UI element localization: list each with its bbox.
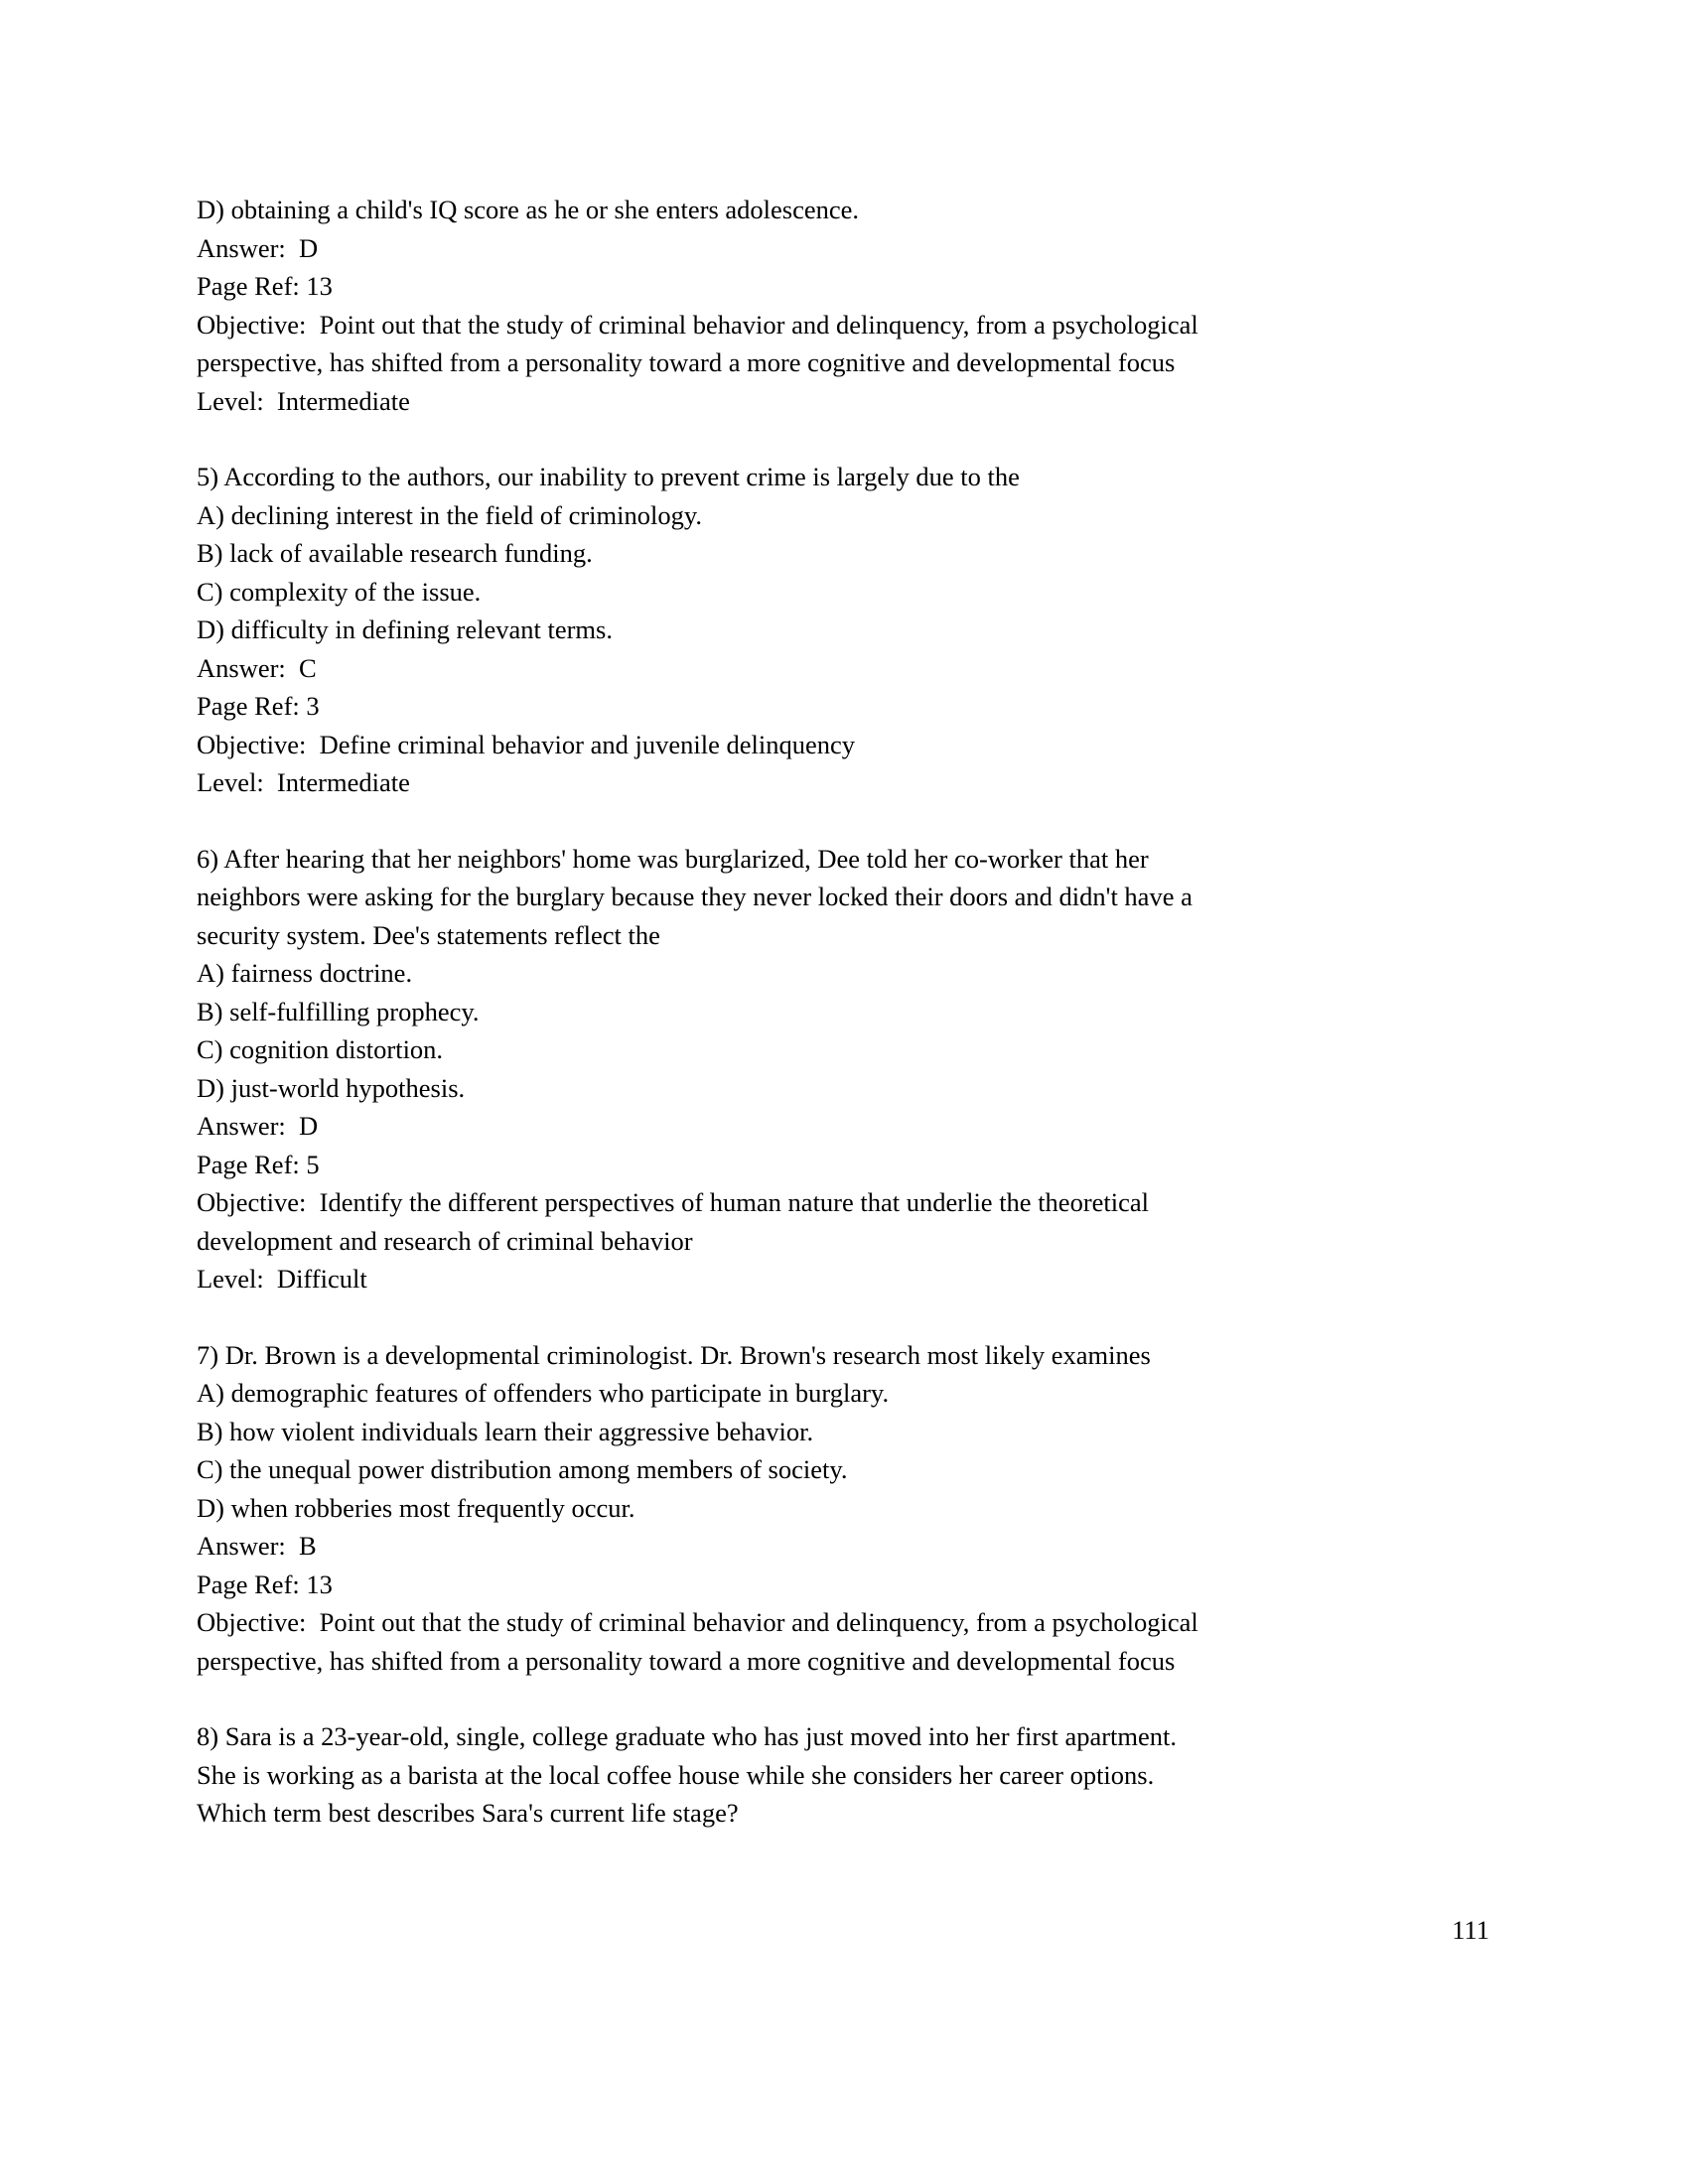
block-spacer <box>197 420 1477 458</box>
text-line: B) how violent individuals learn their aggressive behavior. <box>197 1416 814 1446</box>
page-number: 111 <box>1452 1915 1489 1945</box>
text-line: C) complexity of the issue. <box>197 576 482 607</box>
text-line: Objective: Define criminal behavior and juvenile delinquency <box>197 729 855 759</box>
text-line: B) lack of available research funding. <box>197 538 593 568</box>
text-line: D) just-world hypothesis. <box>197 1072 466 1103</box>
question-5 <box>197 458 1477 802</box>
question-8 <box>197 1717 1477 1833</box>
text-line: perspective, has shifted from a personality toward a more cognitive and developmental focus <box>197 347 1176 377</box>
text-line: Level: Difficult <box>197 1264 367 1294</box>
text-line: security system. Dee's statements reflect the <box>197 919 660 950</box>
block-spacer <box>197 802 1477 840</box>
text-line: Answer: B <box>197 1531 317 1561</box>
text-line: 7) Dr. Brown is a developmental criminologist. Dr. Brown's research most likely examines <box>197 1339 1151 1370</box>
text-line: Answer: D <box>197 232 319 263</box>
text-line: neighbors were asking for the burglary because they never locked their doors and didn't have a <box>197 882 1193 911</box>
question-7 <box>197 1336 1477 1681</box>
text-line: Level: Intermediate <box>197 385 410 416</box>
question-4-tail <box>197 191 1477 420</box>
text-line: A) declining interest in the field of criminology. <box>197 499 703 530</box>
text-line: She is working as a barista at the local coffee house while she considers her career options. <box>197 1759 1155 1790</box>
text-line: C) the unequal power distribution among members of society. <box>197 1454 848 1484</box>
text-line: Answer: C <box>197 652 317 683</box>
page-body <box>197 191 1477 1833</box>
text-line: Which term best describes Sara's current life stage? <box>197 1798 739 1828</box>
question-6 <box>197 840 1477 1298</box>
text-line: C) cognition distortion. <box>197 1034 444 1064</box>
text-line: 6) After hearing that her neighbors' home was burglarized, Dee told her co-worker that her <box>197 843 1149 874</box>
block-spacer <box>197 1298 1477 1336</box>
text-line: Objective: Identify the different perspectives of human nature that underlie the theoretical <box>197 1187 1150 1217</box>
text-line: Objective: Point out that the study of criminal behavior and delinquency, from a psychological <box>197 309 1198 340</box>
text-line: D) obtaining a child's IQ score as he or she enters adolescence. <box>197 195 860 224</box>
text-line: A) demographic features of offenders who participate in burglary. <box>197 1378 890 1408</box>
text-line: D) when robberies most frequently occur. <box>197 1492 635 1523</box>
text-line: A) fairness doctrine. <box>197 958 413 988</box>
text-line: 5) According to the authors, our inability to prevent crime is largely due to the <box>197 462 1020 491</box>
text-line: Level: Intermediate <box>197 767 410 797</box>
text-line: B) self-fulfilling prophecy. <box>197 996 480 1026</box>
text-line: Page Ref: 5 <box>197 1149 320 1179</box>
text-line: development and research of criminal behavior <box>197 1225 693 1256</box>
text-line: Page Ref: 13 <box>197 1569 333 1599</box>
block-spacer <box>197 1680 1477 1717</box>
text-line: Page Ref: 3 <box>197 691 320 721</box>
text-line: D) difficulty in defining relevant terms. <box>197 614 613 644</box>
text-line: perspective, has shifted from a personality toward a more cognitive and developmental focus <box>197 1645 1176 1676</box>
text-line: Objective: Point out that the study of criminal behavior and delinquency, from a psychological <box>197 1607 1198 1637</box>
text-line: Page Ref: 13 <box>197 271 333 301</box>
text-line: Answer: D <box>197 1111 319 1141</box>
text-line: 8) Sara is a 23-year-old, single, college graduate who has just moved into her first apartment. <box>197 1721 1178 1751</box>
